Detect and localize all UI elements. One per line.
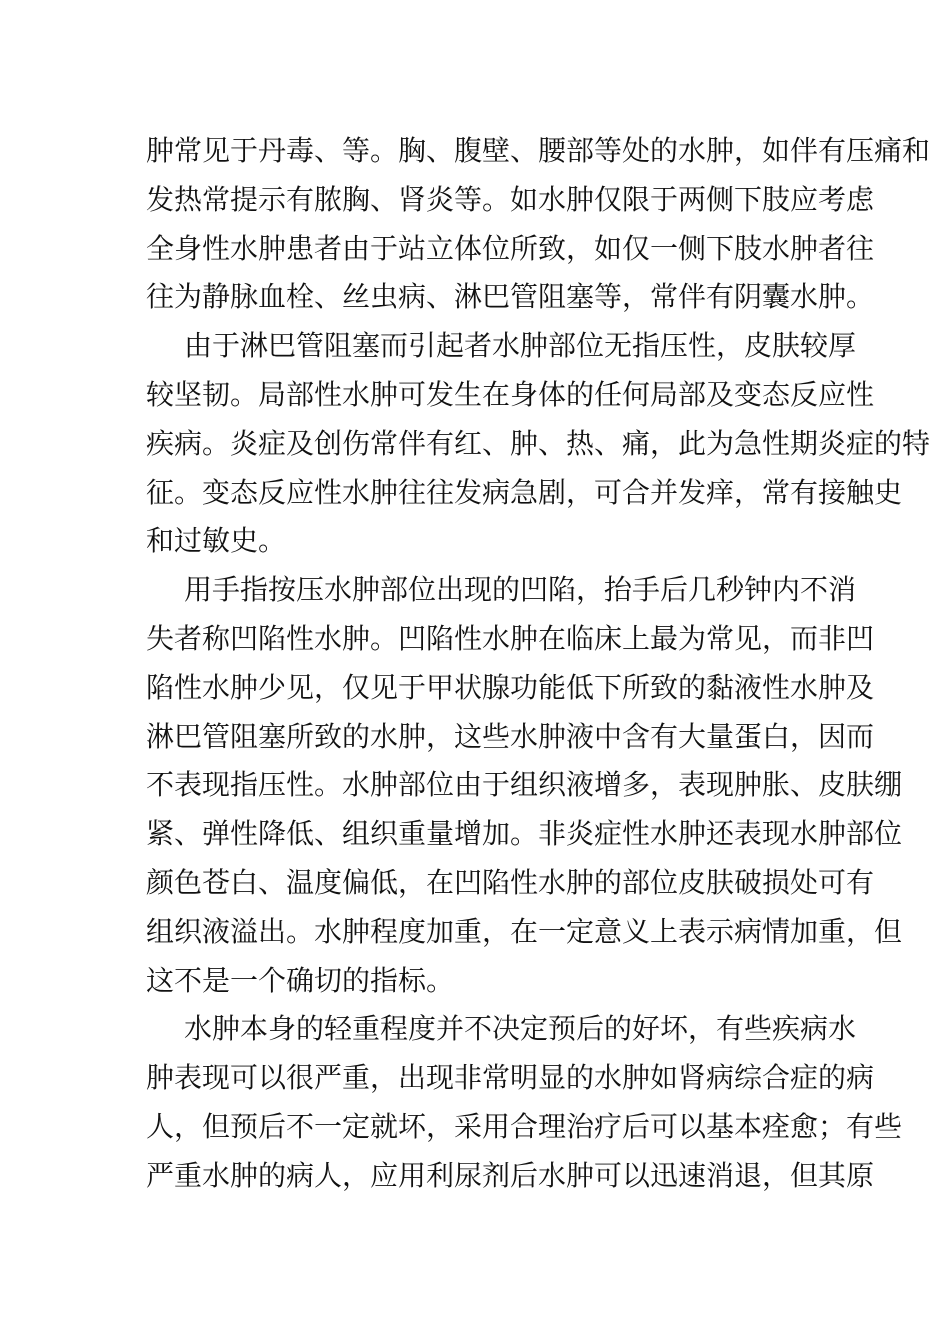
text-line: 紧、弹性降低、组织重量增加。非炎症性水肿还表现水肿部位 <box>146 817 903 851</box>
text-line: 全身性水肿患者由于站立体位所致，如仅一侧下肢水肿者往 <box>146 231 875 265</box>
text-line: 淋巴管阻塞所致的水肿，这些水肿液中含有大量蛋白，因而 <box>146 719 875 753</box>
text-line: 由于淋巴管阻塞而引起者水肿部位无指压性，皮肤较厚 <box>184 329 857 363</box>
paragraph-3 <box>146 566 903 1005</box>
text-line: 和过敏史。 <box>146 524 287 558</box>
text-line: 失者称凹陷性水肿。凹陷性水肿在临床上最为常见，而非凹 <box>146 621 875 655</box>
text-line: 发热常提示有脓胸、肾炎等。如水肿仅限于两侧下肢应考虑 <box>146 182 875 216</box>
text-line: 水肿本身的轻重程度并不决定预后的好坏，有些疾病水 <box>184 1012 857 1046</box>
text-line: 组织液溢出。水肿程度加重，在一定意义上表示病情加重，但 <box>146 914 903 948</box>
text-line: 肿常见于丹毒、等。胸、腹壁、腰部等处的水肿，如伴有压痛和 <box>146 134 931 167</box>
document-body <box>146 127 931 1201</box>
paragraph-4 <box>146 1005 903 1200</box>
text-line: 往为静脉血栓、丝虫病、淋巴管阻塞等，常伴有阴囊水肿。 <box>146 280 875 314</box>
text-line: 人，但预后不一定就坏，采用合理治疗后可以基本痊愈；有些 <box>146 1109 903 1143</box>
text-line: 征。变态反应性水肿往往发病急剧，可合并发痒，常有接触史 <box>146 475 903 509</box>
text-line: 用手指按压水肿部位出现的凹陷，抬手后几秒钟内不消 <box>184 573 857 607</box>
text-line: 严重水肿的病人，应用利尿剂后水肿可以迅速消退，但其原 <box>146 1158 875 1192</box>
text-line: 较坚韧。局部性水肿可发生在身体的任何局部及变态反应性 <box>146 377 875 411</box>
text-line: 颜色苍白、温度偏低，在凹陷性水肿的部位皮肤破损处可有 <box>146 865 875 899</box>
text-line: 这不是一个确切的指标。 <box>146 963 455 997</box>
text-line: 疾病。炎症及创伤常伴有红、肿、热、痛，此为急性期炎症的特 <box>146 426 931 460</box>
text-line: 不表现指压性。水肿部位由于组织液增多，表现肿胀、皮肤绷 <box>146 768 903 802</box>
paragraph-2 <box>146 322 931 566</box>
text-line: 肿表现可以很严重，出现非常明显的水肿如肾病综合症的病 <box>146 1061 875 1095</box>
text-line: 陷性水肿少见，仅见于甲状腺功能低下所致的黏液性水肿及 <box>146 670 875 704</box>
paragraph-1 <box>146 127 931 322</box>
